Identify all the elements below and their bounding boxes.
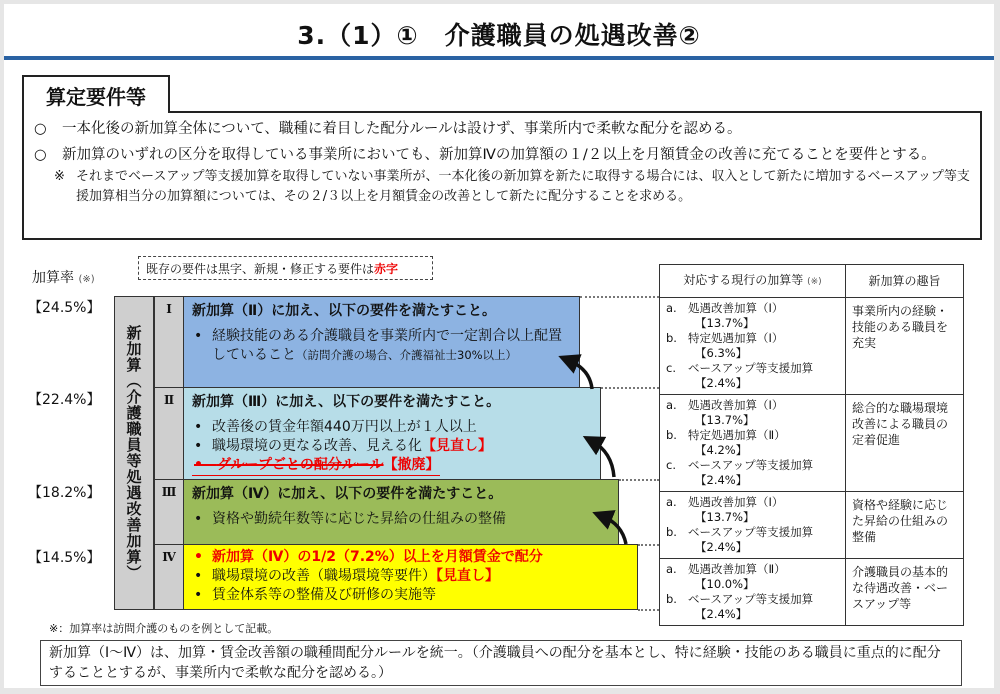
item-letter: b. [666,592,677,606]
item-rate: 【2.4%】 [695,540,748,554]
item-name: 特定処遇加算（Ⅰ） [688,331,784,345]
item-letter: a. [666,562,677,576]
item-name: 処遇改善加算（Ⅰ） [688,301,784,315]
current-additions-cell [660,492,846,559]
tier-4-bullet: • 新加算（Ⅳ）の1/2（7.2%）以上を月額賃金で配分 [194,549,543,565]
item-name: ベースアップ等支援加算 [688,525,814,539]
item-rate: 【2.4%】 [695,473,748,487]
bullet-note: （訪問介護の場合、介護福祉士30%以上） [296,348,518,362]
color-legend [138,256,433,280]
item-letter: a. [666,495,677,509]
bullet-text: 改善後の賃金年額440万円以上が１人以上 [212,419,477,435]
item-name: ベースアップ等支援加算 [688,592,814,606]
aim-cell: 介護職員の基本的な待遇改善・ベースアップ等 [846,559,964,626]
rate-tier-3: 【18.2%】 [28,485,101,501]
item-name: 処遇改善加算（Ⅱ） [688,562,786,576]
item-name: 処遇改善加算（Ⅰ） [688,495,784,509]
connector-line [638,609,659,611]
tier-number-3: Ⅲ [154,479,184,545]
item-name: ベースアップ等支援加算 [688,458,814,472]
tier-4-bullet: • 賃金体系等の整備及び研修の実施等 [194,587,436,603]
column-header-current [660,265,846,298]
requirements-box [22,111,982,240]
bullet-text: 新加算（Ⅳ）の1/2（7.2%）以上を月額賃金で配分 [212,549,543,565]
slide [4,4,994,688]
item-name: 処遇改善加算（Ⅰ） [688,398,784,412]
item-rate: 【13.7%】 [695,413,755,427]
tier-2-bullet-removed: • グループごとの配分ルール 【撤廃】 [192,456,592,476]
current-additions-cell [660,559,846,626]
rate-tier-4: 【14.5%】 [28,550,101,566]
rate-label [32,267,95,287]
requirement-note-text: それまでベースアップ等支援加算を取得していない事業所が、一本化後の新加算を新たに取得する場合には、収入として新たに増加するベースアップ等支援加算相当分の加算額については、その２/３以上を月額賃金の改善として新たに配分することを求める。 [76,169,970,204]
legend-text: 既存の要件は黒字、新規・修正する要件は [146,261,375,276]
rate-tier-1: 【24.5%】 [28,300,101,316]
table-row [660,395,964,492]
legend-red-text: 赤字 [374,261,399,276]
item-rate: 【10.0%】 [695,577,755,591]
table-row [660,298,964,395]
item-rate: 【6.3%】 [695,346,748,360]
bullet-text: 職場環境の改善（職場環境等要件） [212,568,436,584]
tier-number-4: Ⅳ [154,544,184,610]
table-row [660,559,964,626]
connector-line [580,296,659,298]
aim-cell: 総合的な職場環境改善による職員の定着促進 [846,395,964,492]
bullet-text: 資格や勤続年数等に応じた昇給の仕組みの整備 [212,511,506,527]
tier-2-bullet: • 職場環境の更なる改善、見える化【見直し】 [194,438,492,454]
requirement-note [34,167,970,207]
header-note: (※) [807,276,822,287]
tier-1-box [183,296,580,388]
circle-bullet-icon: ○ [34,121,47,137]
abolished-tag: 【撤廃】 [384,456,440,476]
new-addition-label-text: 新加算（介護職員等処遇改善加算） [124,325,143,581]
requirement-item [34,119,970,140]
rate-label-text: 加算率 [32,270,74,286]
circle-bullet-icon: ○ [34,147,47,163]
bullet-text: 賃金体系等の整備及び研修の実施等 [212,587,436,603]
step-up-arrows-icon [544,344,644,564]
tier-1-heading: 新加算（Ⅱ）に加え、以下の要件を満たすこと。 [192,303,497,319]
tier-3-heading: 新加算（Ⅳ）に加え、以下の要件を満たすこと。 [192,486,503,502]
item-letter: c. [666,361,676,375]
item-letter: b. [666,331,677,345]
tier-4-bullet: • 職場環境の改善（職場環境等要件）【見直し】 [194,568,499,584]
reference-mark-icon: ※ [54,169,65,184]
page-title: 3.（1）① 介護職員の処遇改善② [297,21,701,50]
comparison-table [659,264,964,626]
item-rate: 【13.7%】 [695,316,755,330]
item-name: 特定処遇加算（Ⅱ） [688,428,786,442]
current-additions-cell [660,395,846,492]
table-row [660,492,964,559]
bullet-text: 経験技能のある介護職員を事業所内で一定割合以上配置していること [212,328,562,363]
requirement-text: 一本化後の新加算全体について、職種に着目した配分ルールは設けず、事業所内で柔軟な配分を認める。 [62,121,742,137]
requirement-item [34,145,970,166]
requirement-text: 新加算のいずれの区分を取得している事業所においても、新加算Ⅳの加算額の１/２以上を月額賃金の改善に充てることを要件とする。 [62,147,936,163]
item-letter: a. [666,301,677,315]
item-rate: 【13.7%】 [695,510,755,524]
header-text: 対応する現行の加算等 [683,272,804,287]
tier-number-1: Ⅰ [154,296,184,388]
tier-3-bullet: • 資格や勤続年数等に応じた昇給の仕組みの整備 [194,511,506,527]
tier-2-heading: 新加算（Ⅲ）に加え、以下の要件を満たすこと。 [192,394,501,410]
item-letter: b. [666,525,677,539]
item-letter: b. [666,428,677,442]
item-rate: 【2.4%】 [695,607,748,621]
footnote: ※：加算率は訪問介護のものを例として記載。 [49,622,279,635]
item-rate: 【2.4%】 [695,376,748,390]
revision-tag: 【見直し】 [436,568,499,584]
item-name: ベースアップ等支援加算 [688,361,814,375]
revision-tag: 【見直し】 [422,438,492,454]
item-rate: 【4.2%】 [695,443,748,457]
tier-number-2: Ⅱ [154,387,184,480]
section-heading: 算定要件等 [22,75,170,113]
bullet-text: 職場環境の更なる改善、見える化 [212,438,422,454]
item-letter: a. [666,398,677,412]
removed-bullet-text: グループごとの配分ルール [216,457,384,473]
tier-2-bullet: • 改善後の賃金年額440万円以上が１人以上 [194,419,477,435]
item-letter: c. [666,458,676,472]
current-additions-cell [660,298,846,395]
title-divider [4,56,994,60]
new-addition-label [114,296,154,610]
summary-box: 新加算（Ⅰ～Ⅳ）は、加算・賃金改善額の職種間配分ルールを統一。（介護職員への配分を基本とし、特に経験・技能のある職員に重点的に配分することとするが、事業所内で柔軟な配分を認める。） [40,640,962,686]
aim-cell: 事業所内の経験・技能のある職員を充実 [846,298,964,395]
tier-1-bullet: • 経験技能のある介護職員を事業所内で一定割合以上配置していること（訪問介護の場合、介護福祉士30%以上） [194,328,562,363]
rate-tier-2: 【22.4%】 [28,392,101,408]
rate-label-note: (※) [78,274,95,285]
tier-2-box [183,387,601,480]
column-header-aim: 新加算の趣旨 [846,265,964,298]
aim-cell: 資格や経験に応じた昇給の仕組みの整備 [846,492,964,559]
